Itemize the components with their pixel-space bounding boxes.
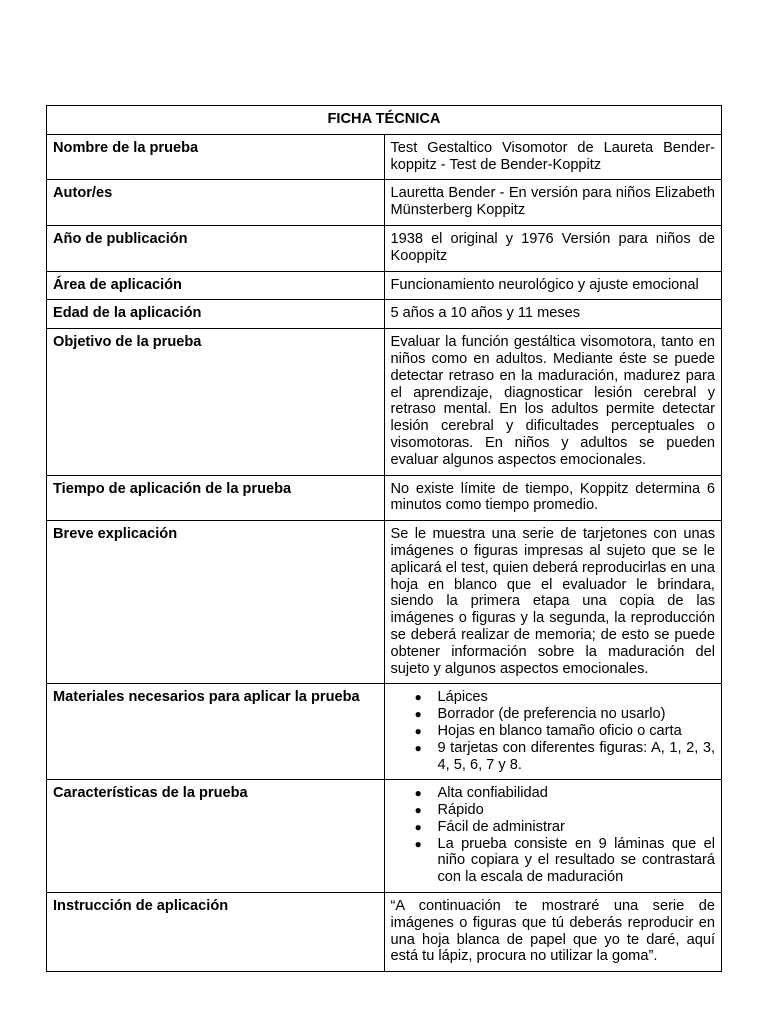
row-value-duration: No existe límite de tiempo, Koppitz determina 6 minutos como tiempo promedio. (384, 475, 722, 521)
table-row (47, 180, 722, 226)
table-row (47, 300, 722, 329)
list-item-text: Rápido (437, 802, 484, 819)
row-label-application-area: Área de aplicación (47, 271, 385, 300)
list-item-text: 9 tarjetas con diferentes figuras: A, 1, 2, 3, 4, 5, 6, 7 y 8. (437, 739, 715, 773)
table-row (47, 329, 722, 475)
row-value-characteristics (384, 780, 722, 893)
table-row (47, 893, 722, 972)
list-item (391, 819, 716, 836)
list-item-text: Lápices (437, 689, 488, 706)
list-item-text: Fácil de administrar (437, 818, 565, 835)
bullet-icon: ● (414, 740, 422, 755)
row-label-instructions: Instrucción de aplicación (47, 893, 385, 972)
table-row (47, 521, 722, 684)
list-item (391, 706, 716, 723)
row-label-characteristics: Características de la prueba (47, 780, 385, 893)
row-value-test-name: Test Gestaltico Visomotor de Laureta Bender- koppitz - Test de Bender-Koppitz (384, 134, 722, 180)
row-value-explanation: Se le muestra una serie de tarjetones con unas imágenes o figuras impresas al sujeto que se le aplicará el test, quien deberá reproducirlas en una hoja en blanco que el evaluador le brindara, siendo la primera etapa una copia de las imágenes o figuras y la segunda, la reproducción se deberá realizar de memoria; de esto se puede obtener información sobre la maduración del sujeto y algunos aspectos emocionales. (384, 521, 722, 684)
technical-sheet-table (46, 105, 722, 972)
list-item-text: Borrador (de preferencia no usarlo) (437, 706, 666, 723)
row-value-materials (384, 684, 722, 780)
row-label-duration: Tiempo de aplicación de la prueba (47, 475, 385, 521)
list-item (391, 689, 716, 706)
row-value-application-area: Funcionamiento neurológico y ajuste emocional (384, 271, 722, 300)
table-row (47, 475, 722, 521)
row-label-test-name: Nombre de la prueba (47, 134, 385, 180)
table-row (47, 225, 722, 271)
list-item (391, 740, 716, 774)
row-label-authors: Autor/es (47, 180, 385, 226)
bullet-icon: ● (414, 707, 422, 722)
table-row (47, 780, 722, 893)
list-item-text: Alta confiabilidad (437, 785, 548, 802)
row-value-objective: Evaluar la función gestáltica visomotora, tanto en niños como en adultos. Mediante éste se puede detectar retraso en la maduración, madurez para el aprendizaje, diagnosticar lesión cerebral y retraso mental. En los adultos permite detectar lesión cerebral y dificultades perceptuales o visomotoras. En niños y adultos se pueden evaluar algunos aspectos emocionales. (384, 329, 722, 475)
row-value-instructions: “A continuación te mostraré una serie de imágenes o figuras que tú deberás reproducir en una hoja blanca de papel que yo te daré, aquí está tu lápiz, procura no utilizar la goma”. (384, 893, 722, 972)
row-label-materials: Materiales necesarios para aplicar la prueba (47, 684, 385, 780)
list-item (391, 836, 716, 886)
list-item-text: Hojas en blanco tamaño oficio o carta (437, 722, 682, 739)
row-value-age-range: 5 años a 10 años y 11 meses (384, 300, 722, 329)
characteristics-list (391, 785, 716, 886)
row-label-age-range: Edad de la aplicación (47, 300, 385, 329)
list-item (391, 785, 716, 802)
bullet-icon: ● (414, 803, 422, 818)
bullet-icon: ● (414, 836, 422, 851)
table-row (47, 684, 722, 780)
bullet-icon: ● (414, 690, 422, 705)
table-title: FICHA TÉCNICA (47, 106, 722, 135)
list-item (391, 802, 716, 819)
title-row (47, 106, 722, 135)
document-page (46, 105, 722, 972)
list-item (391, 723, 716, 740)
row-value-publication-year: 1938 el original y 1976 Versión para niños de Kooppitz (384, 225, 722, 271)
bullet-icon: ● (414, 819, 422, 834)
row-label-publication-year: Año de publicación (47, 225, 385, 271)
row-label-objective: Objetivo de la prueba (47, 329, 385, 475)
row-label-explanation: Breve explicación (47, 521, 385, 684)
list-item-text: La prueba consiste en 9 láminas que el niño copiara y el resultado se contrastará con la escala de maduración (437, 835, 715, 886)
bullet-icon: ● (414, 723, 422, 738)
materials-list (391, 689, 716, 773)
table-row (47, 271, 722, 300)
bullet-icon: ● (414, 786, 422, 801)
row-value-authors: Lauretta Bender - En versión para niños Elizabeth Münsterberg Koppitz (384, 180, 722, 226)
table-row (47, 134, 722, 180)
